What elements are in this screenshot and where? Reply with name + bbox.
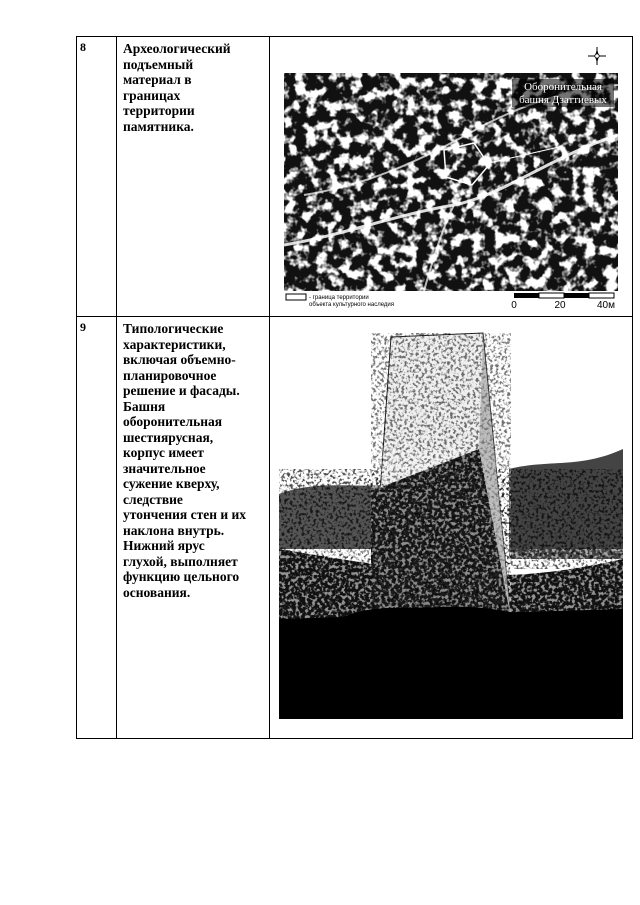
scale-bar <box>514 293 614 298</box>
scale-label: 40м <box>597 300 615 309</box>
table-row <box>77 37 633 317</box>
tower-photo <box>279 319 623 719</box>
heritage-table <box>76 36 633 739</box>
scale-label: 0 <box>511 300 517 309</box>
row-description <box>117 317 270 739</box>
photo-cell <box>270 317 633 739</box>
aerial-map <box>284 45 618 309</box>
tower-photo-image <box>279 319 623 719</box>
boundary-legend-icon <box>286 294 306 300</box>
aerial-map-image <box>284 45 618 309</box>
legend-text: - граница территории <box>309 295 369 301</box>
map-object-label: Оборонительная <box>524 81 602 93</box>
row-description <box>117 37 270 317</box>
row-number: 9 <box>77 317 117 739</box>
description-text: Археологический подъемный материал в границах территории памятника. <box>123 41 231 134</box>
map-object-label: башня Дзаттиевых <box>519 94 607 106</box>
legend-text: объекта культурного наследия <box>309 302 395 308</box>
description-text: Типологические характеристики, включая объемно- планировочное решение и фасады. Башня оборонительная шестиярусная, корпус имеет значительное сужение кверху, следствие утончения стен и их наклона внутрь. Нижний ярус глухой, выполняет функцию цельного основания. <box>123 321 247 600</box>
row-number: 8 <box>77 37 117 317</box>
compass-icon <box>588 47 606 65</box>
scale-label: 20 <box>554 300 566 309</box>
map-cell <box>270 37 633 317</box>
table-row <box>77 317 633 739</box>
map-legend <box>286 294 306 300</box>
